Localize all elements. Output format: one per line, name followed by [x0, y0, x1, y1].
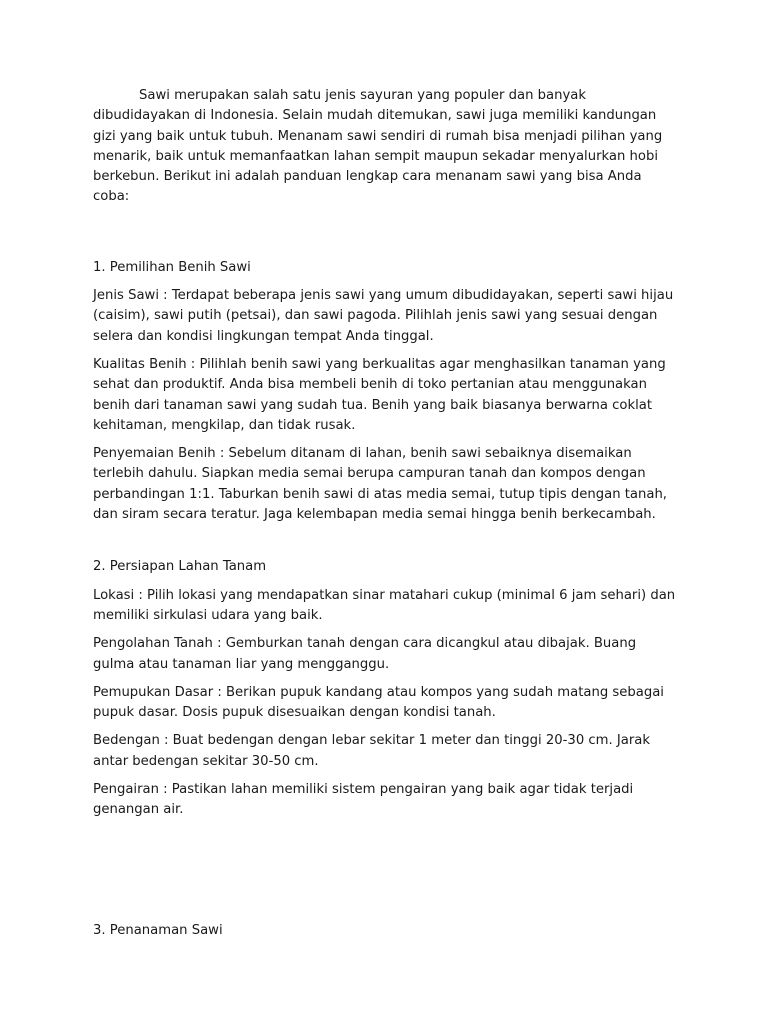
spacer [93, 829, 678, 921]
paragraph-kualitas-benih: Kualitas Benih : Pilihlah benih sawi yang berkualitas agar menghasilkan tanaman yang sehat dan produktif. Anda bisa membeli benih di toko pertanian atau menggunakan benih dari tanaman sawi yang sudah tua. Benih yang baik biasanya berwarna coklat kehitaman, mengkilap, dan tidak rusak. [93, 356, 666, 433]
paragraph-pemupukan-dasar: Pemupukan Dasar : Berikan pupuk kandang atau kompos yang sudah matang sebagai pupuk dasar. Dosis pupuk disesuaikan dengan kondisi tanah. [93, 684, 664, 721]
section-penanaman [93, 921, 678, 941]
paragraph-lokasi: Lokasi : Pilih lokasi yang mendapatkan sinar matahari cukup (minimal 6 jam sehari) dan memiliki sirkulasi udara yang baik. [93, 587, 676, 623]
spacer [93, 208, 678, 258]
section-heading: 3. Penanaman Sawi [93, 922, 223, 938]
section-benih [93, 258, 678, 526]
section-lahan [93, 557, 678, 820]
section-heading: 1. Pemilihan Benih Sawi [93, 259, 251, 275]
paragraph-pengairan: Pengairan : Pastikan lahan memiliki sistem pengairan yang baik agar tidak terjadi genangan air. [93, 782, 634, 818]
paragraph-penyemaian-benih: Penyemaian Benih : Sebelum ditanam di lahan, benih sawi sebaiknya disemaikan terlebih dahulu. Siapkan media semai berupa campuran tanah dan kompos dengan perbandingan 1:1. Taburkan benih sawi di atas media semai, tutup tipis dengan tanah, dan siram secara teratur. Jaga kelembapan media semai hingga benih berkecambah. [93, 446, 667, 523]
section-heading: 2. Persiapan Lahan Tanam [93, 559, 267, 575]
spacer [93, 533, 678, 557]
paragraph-jenis-sawi: Jenis Sawi : Terdapat beberapa jenis sawi yang umum dibudidayakan, seperti sawi hijau (caisim), sawi putih (petsai), dan sawi pagoda. Pilihlah jenis sawi yang sesuai dengan selera dan kondisi lingkungan tempat Anda tinggal. [93, 288, 674, 344]
intro-paragraph: Sawi merupakan salah satu jenis sayuran yang populer dan banyak dibudidayakan di Indonesia. Selain mudah ditemukan, sawi juga memiliki kandungan gizi yang baik untuk tubuh. Menanam sawi sendiri di rumah bisa menjadi pilihan yang menarik, baik untuk memanfaatkan lahan sempit maupun sekadar menyalurkan hobi berkebun. Berikut ini adalah panduan lengkap cara menanam sawi yang bisa Anda coba: [93, 88, 663, 205]
paragraph-bedengan: Bedengan : Buat bedengan dengan lebar sekitar 1 meter dan tinggi 20-30 cm. Jarak antar bedengan sekitar 30-50 cm. [93, 733, 650, 769]
paragraph-pengolahan-tanah: Pengolahan Tanah : Gemburkan tanah dengan cara dicangkul atau dibajak. Buang gulma atau tanaman liar yang mengganggu. [93, 636, 637, 672]
